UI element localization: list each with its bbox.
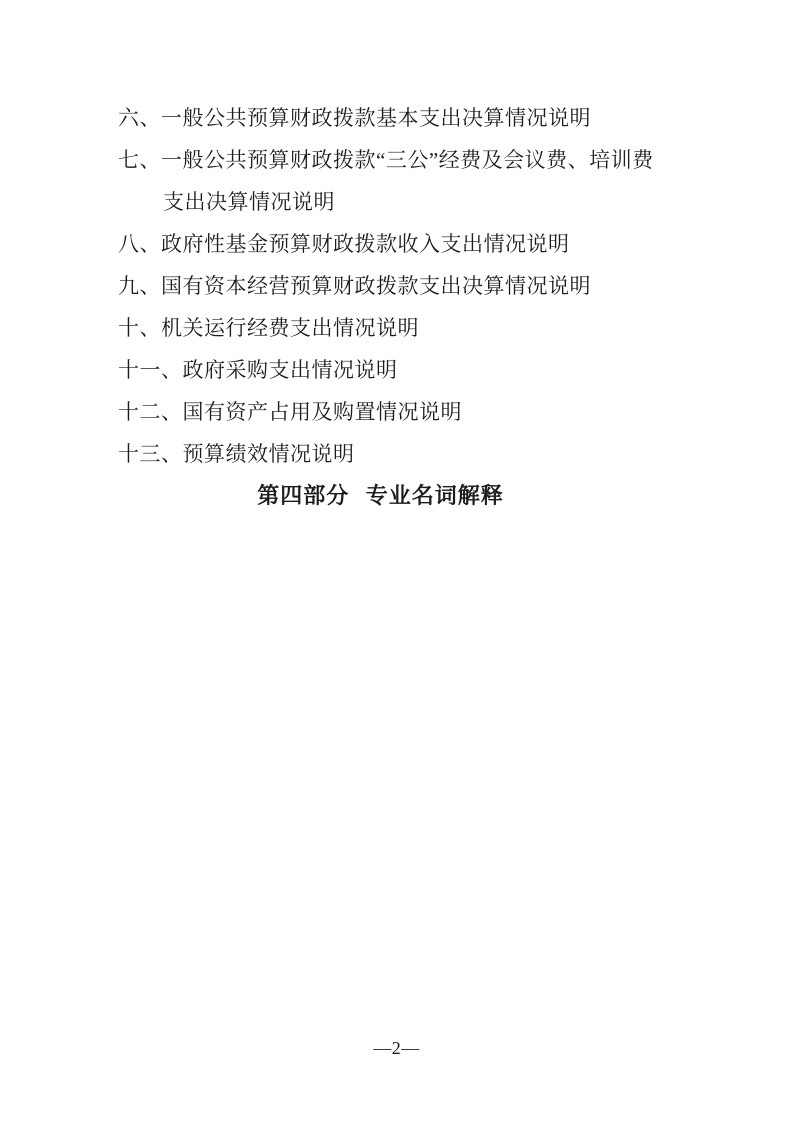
page-number: —2— [373, 1038, 420, 1058]
toc-item-9: 九、国有资本经营预算财政拨款支出决算情况说明 [118, 274, 591, 298]
toc-item-7-continuation: 支出决算情况说明 [163, 190, 335, 214]
toc-item-10: 十、机关运行经费支出情况说明 [118, 316, 419, 340]
toc-item-13: 十三、预算绩效情况说明 [118, 442, 355, 466]
toc-item-8: 八、政府性基金预算财政拨款收入支出情况说明 [118, 232, 570, 256]
page-footer [0, 1038, 793, 1059]
toc-content [118, 97, 683, 517]
toc-item-12: 十二、国有资产占用及购置情况说明 [118, 400, 462, 424]
toc-item-11: 十一、政府采购支出情况说明 [118, 358, 398, 382]
toc-item-6: 六、一般公共预算财政拨款基本支出决算情况说明 [118, 106, 591, 130]
section-heading-part-4: 第四部分 专业名词解释 [257, 483, 504, 508]
toc-item-7: 七、一般公共预算财政拨款“三公”经费及会议费、培训费 [118, 148, 654, 172]
